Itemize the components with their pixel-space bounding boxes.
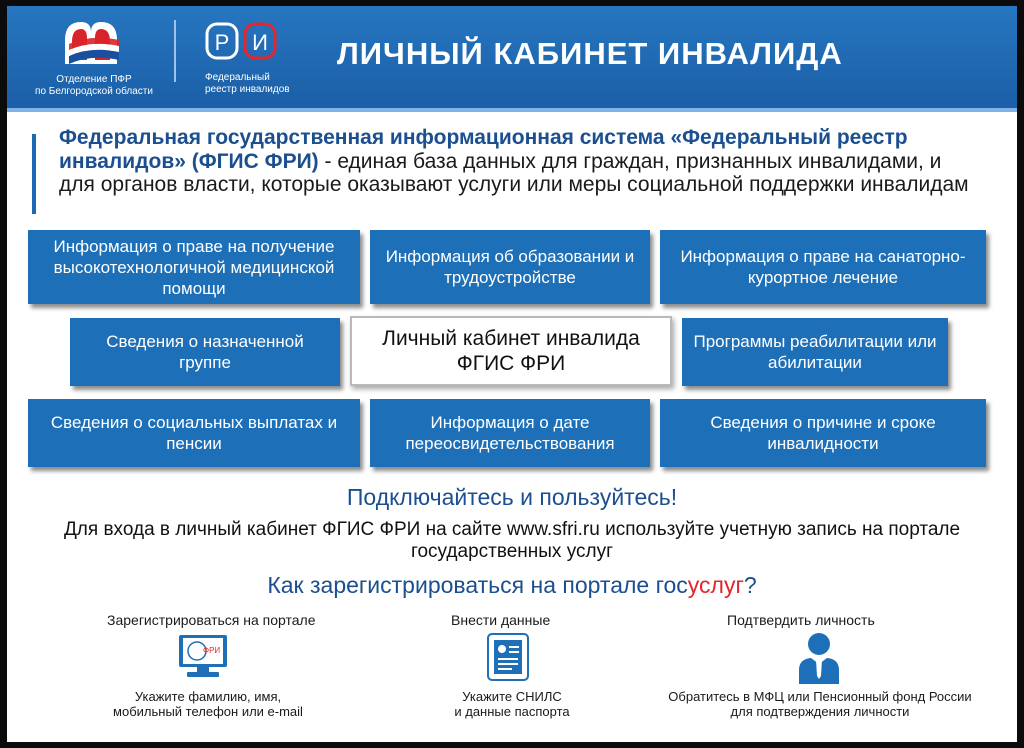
- slide: [7, 6, 1017, 742]
- step-3-text: [665, 689, 975, 719]
- tile-rehabilitation: Программы реабилитации или абилитации: [682, 318, 948, 386]
- tile-disability-reason: Сведения о причине и сроке инвалидности: [660, 399, 986, 467]
- pfr-caption: [29, 74, 159, 98]
- step-2-title: Внести данные: [451, 612, 551, 628]
- intro-bold-text: Федеральная государственная информационная система «Федеральный реестр инвалидов» (ФГИС ФРИ): [59, 126, 908, 173]
- tile-assigned-group: Сведения о назначенной группе: [70, 318, 340, 386]
- fri-caption: [205, 72, 290, 96]
- connect-text: Для входа в личный кабинет ФГИС ФРИ на сайте www.sfri.ru используйте учетную запись на портале государственных услуг: [63, 519, 961, 562]
- person-icon: [795, 630, 843, 686]
- intro-accent-bar: [32, 134, 36, 214]
- computer-screen-label: ФРИ: [203, 646, 221, 655]
- tile-center-cabinet: Личный кабинет инвалида ФГИС ФРИ: [350, 316, 672, 386]
- page-title: ЛИЧНЫЙ КАБИНЕТ ИНВАЛИДА: [337, 36, 843, 71]
- pfr-caption-line1: Отделение ПФР: [56, 74, 132, 85]
- document-icon: [486, 632, 530, 682]
- fri-logo-letter-left: Р: [214, 30, 230, 55]
- step-2-line1: Укажите СНИЛС: [462, 689, 562, 704]
- header: [7, 6, 1017, 112]
- pfr-caption-line2: по Белгородской области: [35, 86, 153, 97]
- tile-sanatorium: Информация о праве на санаторно-курортное лечение: [660, 230, 986, 304]
- tile-education-employment: Информация об образовании и трудоустройстве: [370, 230, 650, 304]
- computer-icon: [177, 633, 229, 679]
- logo-divider: [174, 20, 176, 82]
- tile-social-payments: Сведения о социальных выплатах и пенсии: [28, 399, 360, 467]
- intro-rest-text: - единая база данных для граждан, признанных инвалидами, и для органов власти, которые оказывают услуги или меры социальной поддержки инвалидам: [59, 149, 969, 196]
- step-2-line2: и данные паспорта: [454, 704, 570, 719]
- fri-logo-letter-right: И: [252, 30, 268, 55]
- step-3-line2: для подтверждения личности: [730, 704, 910, 719]
- connect-title: Подключайтесь и пользуйтесь!: [346, 484, 678, 510]
- fri-caption-line2: реестр инвалидов: [205, 84, 290, 95]
- tile-reexamination-date: Информация о дате переосвидетельствования: [370, 399, 650, 467]
- fri-caption-line1: Федеральный: [205, 72, 270, 83]
- tile-high-tech-medical: Информация о праве на получение высокотехнологичной медицинской помощи: [28, 230, 360, 304]
- registration-title: [7, 572, 1017, 599]
- step-1-line1: Укажите фамилию, имя,: [134, 689, 282, 704]
- intro-paragraph: [59, 126, 979, 197]
- step-3-title: Подтвердить личность: [727, 612, 875, 628]
- step-2-text: [437, 689, 587, 719]
- step-3-line1: Обратитесь в МФЦ или Пенсионный фонд России: [668, 689, 972, 704]
- step-1-title: Зарегистрироваться на портале: [107, 612, 316, 628]
- registration-title-start: Как зарегистрироваться на портале гос: [267, 572, 688, 598]
- pfr-logo-icon: [61, 16, 121, 68]
- step-1-text: [103, 689, 313, 719]
- step-1-line2: мобильный телефон или e-mail: [113, 704, 303, 719]
- registration-title-accent: услуг: [687, 572, 744, 598]
- fri-logo-icon: [205, 20, 277, 62]
- registration-title-end: ?: [743, 572, 757, 598]
